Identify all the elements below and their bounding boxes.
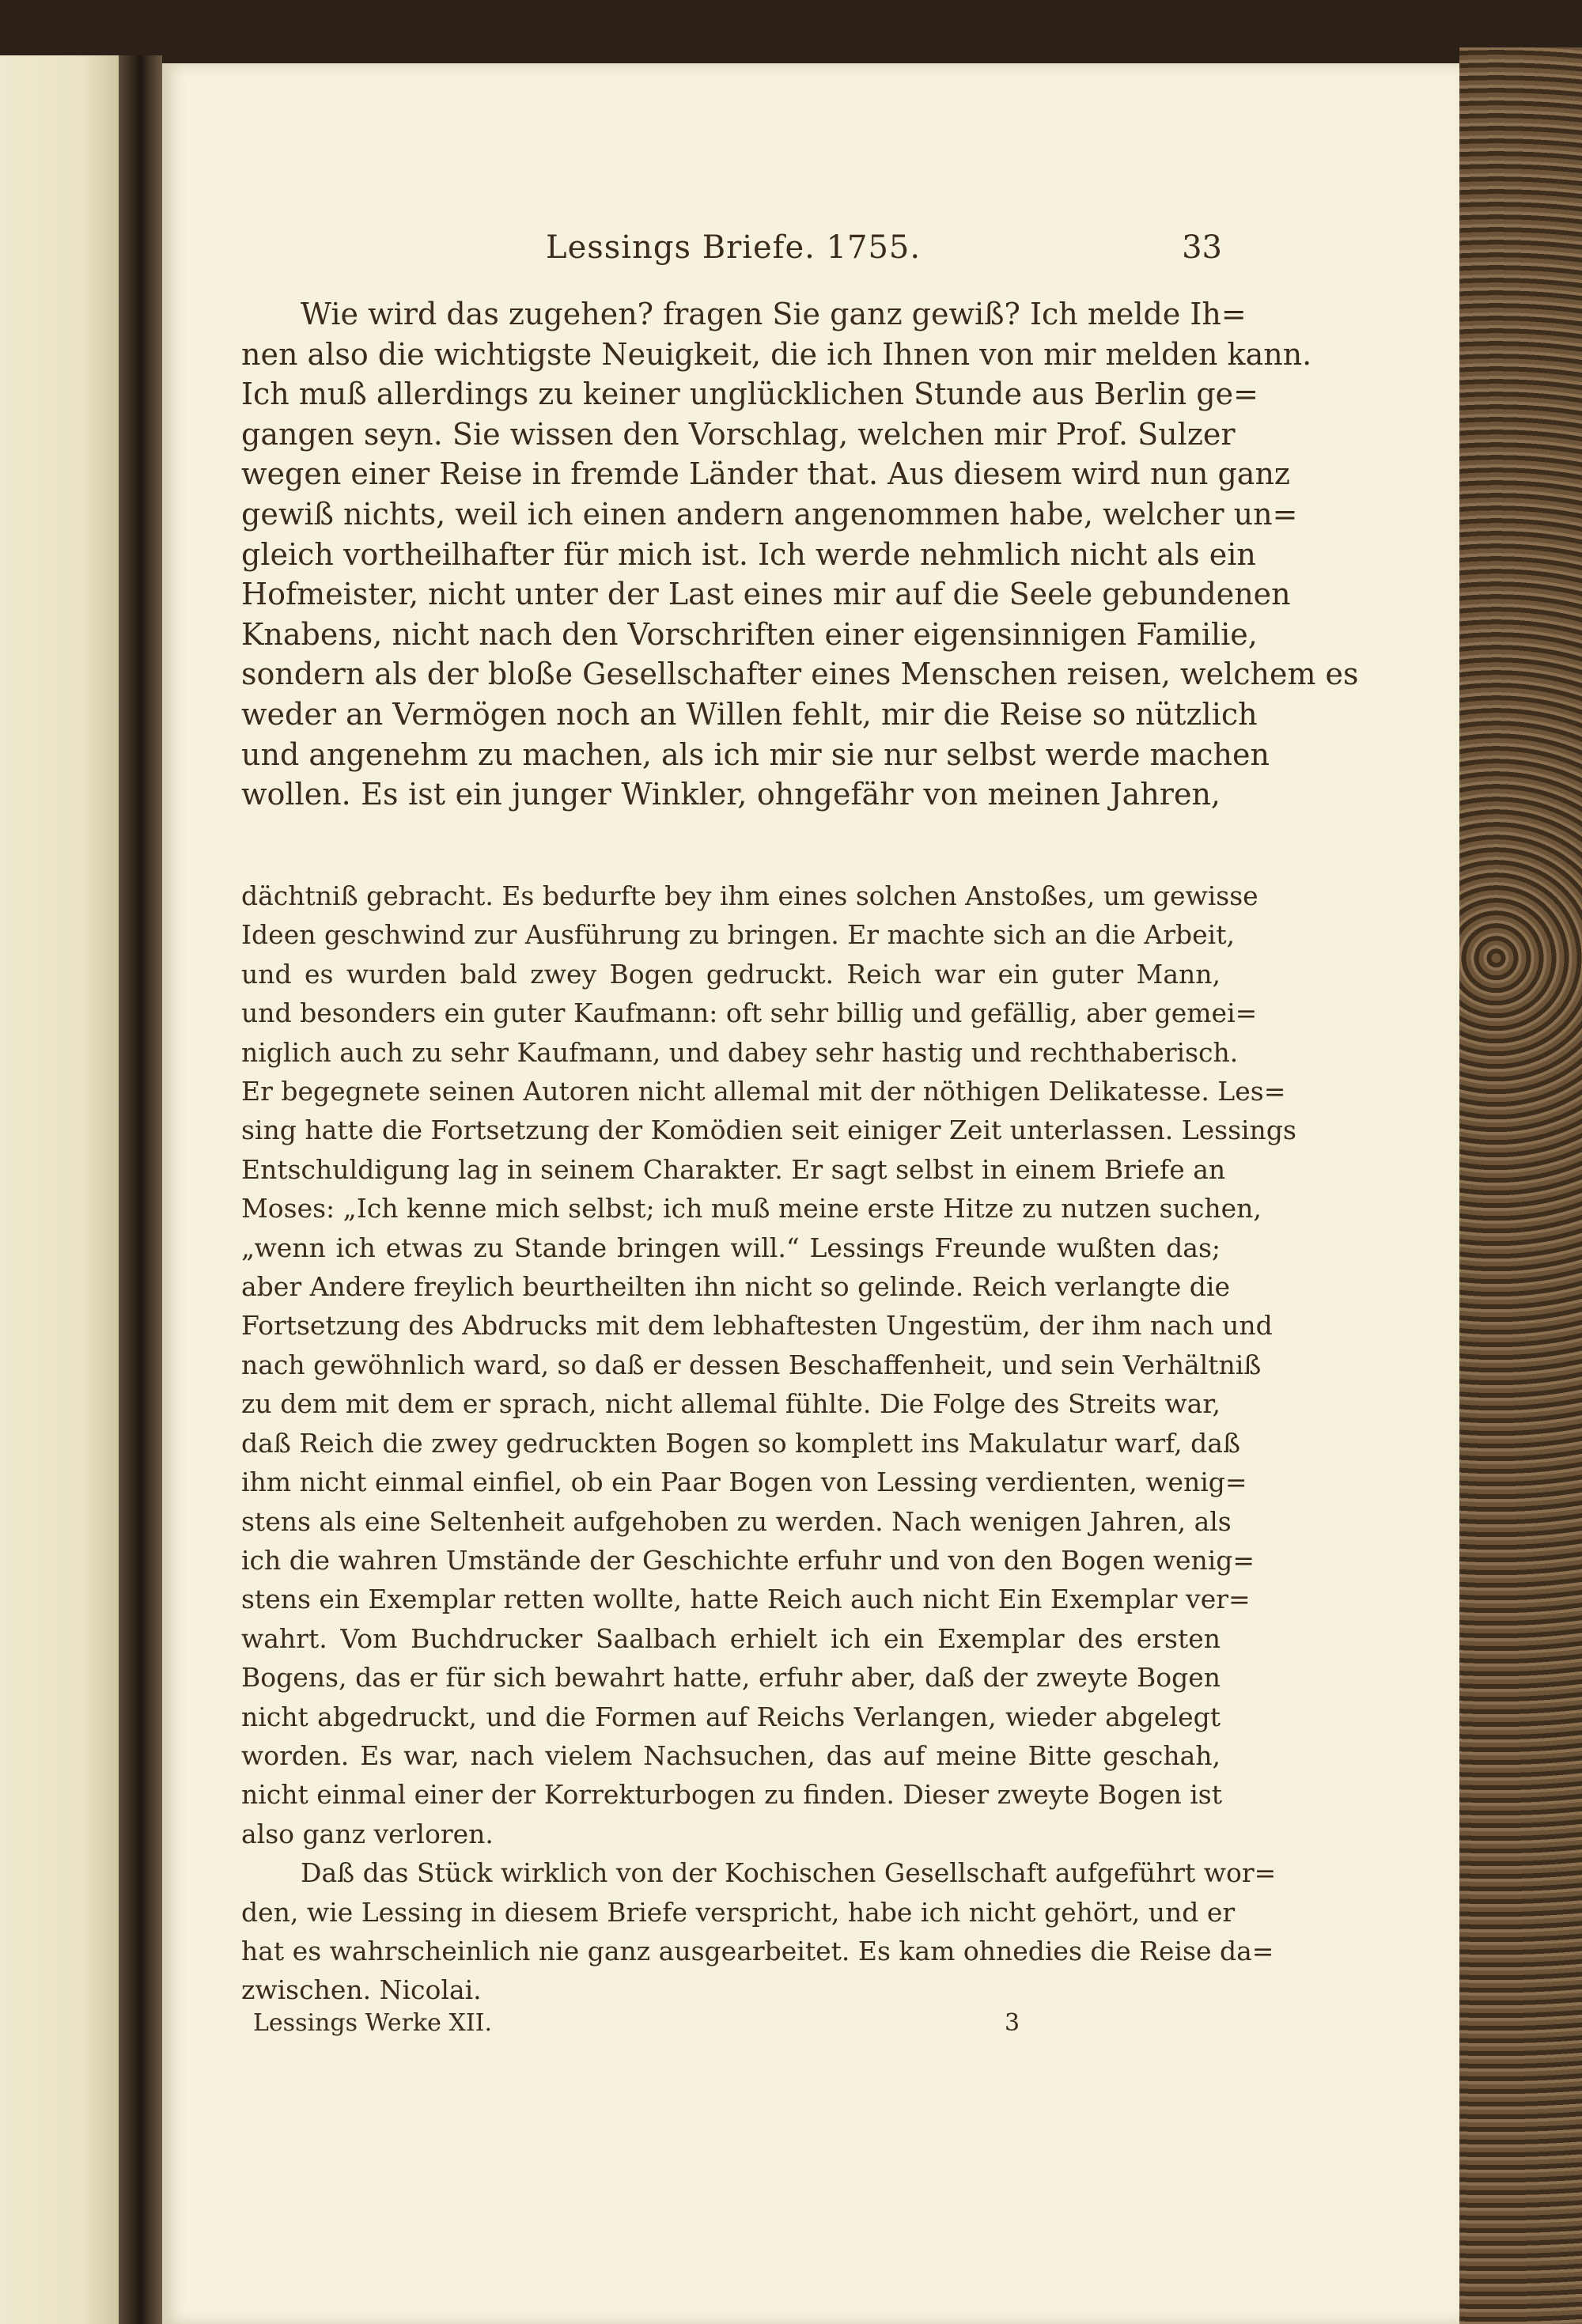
text-line: wahrt. Vom Buchdrucker Saalbach erhielt ich ein Exemplar des ersten: [241, 1622, 1221, 1654]
text-line: nen also die wichtigste Neuigkeit, die ich Ihnen von mir melden kann.: [241, 336, 1312, 372]
text-line: nicht abgedruckt, und die Formen auf Reichs Verlangen, wieder abgelegt: [241, 1701, 1221, 1732]
text-line: gewiß nichts, weil ich einen andern angenommen habe, welcher un=: [241, 496, 1298, 532]
text-line: Ich muß allerdings zu keiner unglücklichen Stunde aus Berlin ge=: [241, 377, 1258, 412]
text-line: gleich vortheilhafter für mich ist. Ich werde nehmlich nicht als ein: [241, 536, 1256, 572]
text-line: weder an Vermögen noch an Willen fehlt, mir die Reise so nützlich: [241, 696, 1258, 732]
text-line: nach gewöhnlich ward, so daß er dessen Beschaffenheit, und sein Verhältniß: [241, 1349, 1262, 1380]
text-line: dächtniß gebracht. Es bedurfte bey ihm eines solchen Anstoßes, um gewisse: [241, 880, 1258, 911]
text-line: und es wurden bald zwey Bogen gedruckt. Reich war ein guter Mann,: [241, 958, 1221, 990]
text-line: Moses: „Ich kenne mich selbst; ich muß meine erste Hitze zu nutzen suchen,: [241, 1193, 1262, 1224]
running-title: Lessings Briefe. 1755.: [546, 229, 922, 266]
text-line: zu dem mit dem er sprach, nicht allemal fühlte. Die Folge des Streits war,: [241, 1388, 1221, 1420]
text-line: stens als eine Seltenheit aufgehoben zu werden. Nach wenigen Jahren, als: [241, 1505, 1232, 1537]
signature-mark: Lessings Werke XII.: [253, 2009, 493, 2037]
text-line: Hofmeister, nicht unter der Last eines mir auf die Seele gebundenen: [241, 577, 1291, 612]
text-line: Bogens, das er für sich bewahrt hatte, erfuhr aber, daß der zweyte Bogen: [241, 1662, 1221, 1694]
page-number: 33: [1182, 229, 1222, 266]
text-line: den, wie Lessing in diesem Briefe verspricht, habe ich nicht gehört, und er: [241, 1896, 1236, 1928]
text-line: also ganz verloren.: [241, 1818, 494, 1849]
marbled-cover-edge: [1459, 47, 1582, 2324]
text-line: aber Andere freylich beurtheilten ihn nicht so gelinde. Reich verlangte die: [241, 1271, 1230, 1303]
running-header: [241, 229, 1222, 269]
text-line: Wie wird das zugehen? fragen Sie ganz gewiß? Ich melde Ih=: [301, 297, 1247, 331]
text-line: sing hatte die Fortsetzung der Komödien seit einiger Zeit unterlassen. Lessings: [241, 1115, 1296, 1146]
text-line: gangen seyn. Sie wissen den Vorschlag, welchen mir Prof. Sulzer: [241, 416, 1236, 452]
text-line: stens ein Exemplar retten wollte, hatte Reich auch nicht Ein Exemplar ver=: [241, 1584, 1251, 1615]
text-line: und besonders ein guter Kaufmann: oft sehr billig und gefällig, aber gemei=: [241, 997, 1258, 1029]
text-line: hat es wahrscheinlich nie ganz ausgearbeitet. Es kam ohnedies die Reise da=: [241, 1935, 1274, 1966]
book-cover-top: [0, 0, 1582, 59]
text-line: Entschuldigung lag in seinem Charakter. Er sagt selbst in einem Briefe an: [241, 1153, 1226, 1185]
text-line: wegen einer Reise in fremde Länder that. Aus diesem wird nun ganz: [241, 456, 1290, 492]
text-line: worden. Es war, nach vielem Nachsuchen, das auf meine Bitte geschah,: [241, 1739, 1221, 1771]
text-line: Daß das Stück wirklich von der Kochischen Gesellschaft aufgeführt wor=: [301, 1857, 1277, 1889]
text-line: nicht einmal einer der Korrekturbogen zu finden. Dieser zweyte Bogen ist: [241, 1779, 1222, 1811]
text-line: niglich auch zu sehr Kaufmann, und dabey sehr hastig und rechthaberisch.: [241, 1036, 1239, 1068]
text-line: und angenehm zu machen, als ich mir sie nur selbst werde machen: [241, 736, 1270, 772]
book-gutter: [119, 55, 162, 2324]
text-line: zwischen. Nicolai.: [241, 1974, 482, 2006]
text-line: Fortsetzung des Abdrucks mit dem lebhaftesten Ungestüm, der ihm nach und: [241, 1310, 1273, 1342]
footnote-text: [241, 876, 1296, 2010]
text-line: „wenn ich etwas zu Stande bringen will.“ Lessings Freunde wußten das;: [241, 1232, 1221, 1263]
letter-text: [241, 294, 1359, 815]
text-line: Knabens, nicht nach den Vorschriften einer eigensinnigen Familie,: [241, 616, 1258, 652]
text-line: sondern als der bloße Gesellschafter eines Menschen reisen, welchem es: [241, 657, 1359, 692]
text-line: Ideen geschwind zur Ausführung zu bringen. Er machte sich an die Arbeit,: [241, 919, 1235, 951]
text-line: daß Reich die zwey gedruckten Bogen so komplett ins Makulatur warf, daß: [241, 1427, 1240, 1459]
text-line: wollen. Es ist ein junger Winkler, ohngefähr von meinen Jahren,: [241, 777, 1221, 812]
text-line: ich die wahren Umstände der Geschichte erfuhr und von den Bogen wenig=: [241, 1544, 1255, 1576]
text-line: ihm nicht einmal einfiel, ob ein Paar Bogen von Lessing verdienten, wenig=: [241, 1467, 1247, 1498]
text-line: Er begegnete seinen Autoren nicht allemal mit der nöthigen Delikatesse. Les=: [241, 1076, 1286, 1107]
left-page-edge: [0, 55, 119, 2324]
sheet-number: 3: [1005, 2009, 1020, 2037]
